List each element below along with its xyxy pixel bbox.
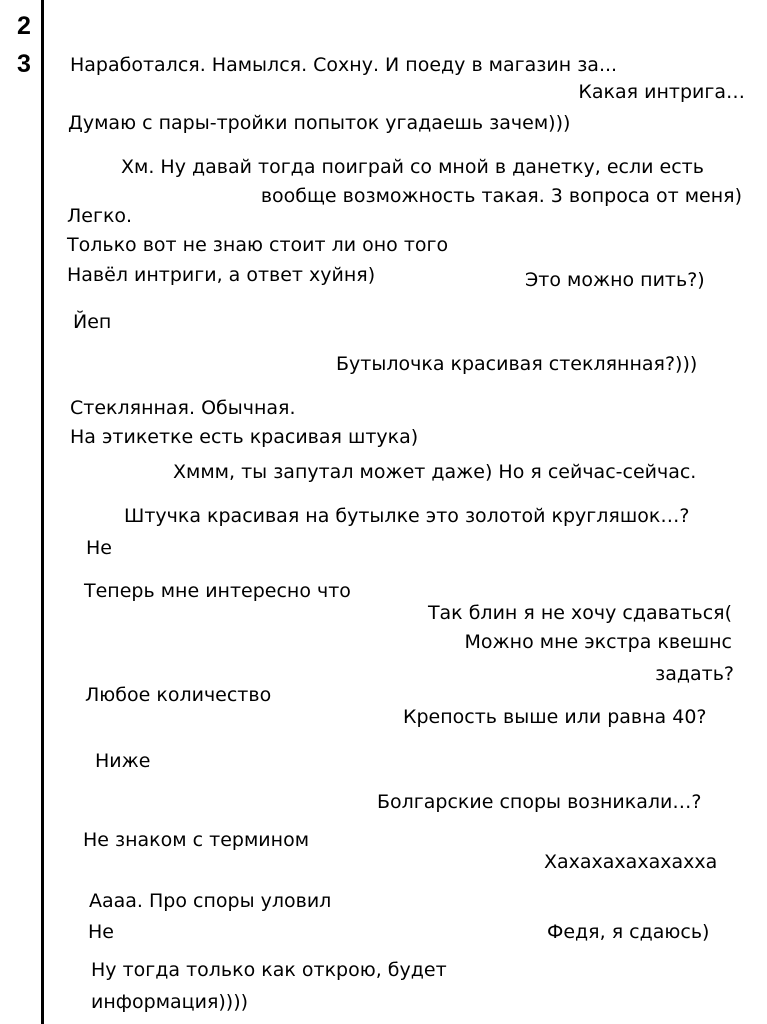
dialogue-line: Можно мне экстра квешнс (464, 631, 732, 653)
dialogue-line: Не знаком с термином (83, 829, 310, 851)
dialogue-line: Какая интрига… (578, 81, 745, 103)
dialogue-line: Болгарские споры возникали…? (377, 791, 702, 813)
dialogue-line: На этикетке есть красивая штука) (70, 426, 419, 448)
dialogue-line: Йеп (73, 311, 112, 333)
dialogue-line: Навёл интриги, а ответ хуйня) (67, 264, 376, 286)
dialogue-line: Наработался. Намылся. Сохну. И поеду в магазин за... (70, 54, 618, 76)
dialogue-line: вообще возможность такая. 3 вопроса от меня) (260, 185, 742, 207)
dialogue-line: Хммм, ты запутал может даже) Но я сейчас-сейчас. (173, 461, 697, 483)
dialogue-line: Только вот не знаю стоит ли оно того (67, 234, 449, 256)
page-number-bottom: 3 (17, 50, 31, 78)
dialogue-line: Бутылочка красивая стеклянная?))) (336, 353, 698, 375)
dialogue-line: Не (88, 921, 114, 943)
dialogue-line: Стеклянная. Обычная. (70, 397, 296, 419)
margin-divider-line (41, 0, 44, 1024)
dialogue-line: Так блин я не хочу сдаваться( (427, 602, 732, 624)
dialogue-line: Любое количество (85, 684, 272, 706)
dialogue-line: Ну тогда только как открою, будет (91, 959, 447, 981)
dialogue-line: Ниже (95, 750, 151, 772)
dialogue-line: Крепость выше или равна 40? (403, 706, 707, 728)
dialogue-line: информация)))) (91, 991, 249, 1013)
dialogue-line: Теперь мне интересно что (84, 580, 351, 602)
dialogue-line: задать? (655, 663, 734, 685)
page-number-top: 2 (17, 12, 31, 40)
dialogue-line: Думаю с пары-тройки попыток угадаешь зачем))) (68, 112, 571, 134)
dialogue-line: Аааа. Про споры уловил (89, 890, 332, 912)
dialogue-line: Федя, я сдаюсь) (547, 921, 710, 943)
dialogue-line: Легко. (67, 205, 133, 227)
dialogue-line: Хахахахахахахха (544, 851, 718, 873)
dialogue-line: Штучка красивая на бутылке это золотой кругляшок…? (124, 505, 690, 527)
dialogue-line: Хм. Ну давай тогда поиграй со мной в данетку, если есть (121, 156, 704, 178)
dialogue-line: Не (86, 537, 112, 559)
dialogue-line: Это можно пить?) (525, 269, 705, 291)
